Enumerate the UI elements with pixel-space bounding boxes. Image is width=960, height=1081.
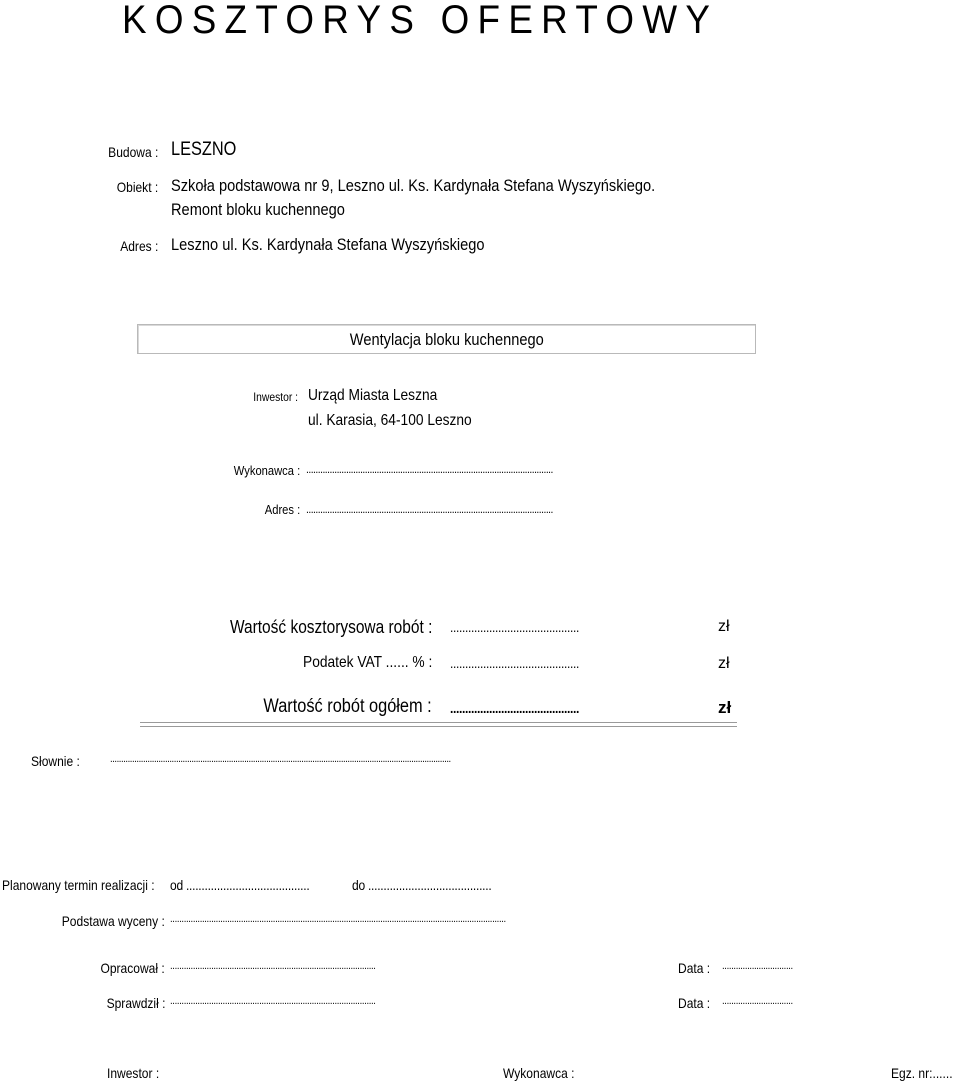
wykonawca-value: .........................................................................................................	[306, 462, 553, 476]
vat-value: ...........................................	[450, 655, 580, 671]
slownie-value: ...........................................................................................................................................................	[110, 753, 451, 765]
wykonawca-adres-label: Adres :	[264, 502, 300, 517]
ogolem-value: ...........................................	[450, 700, 580, 716]
slownie-label: Słownie :	[31, 753, 80, 769]
document-title: KOSZTORYS OFERTOWY	[122, 0, 719, 42]
total-underline-2	[140, 726, 737, 727]
sprawdzil-data-label: Data :	[678, 995, 711, 1011]
sprawdzil-label: Sprawdził :	[106, 995, 165, 1011]
ogolem-label: Wartość robót ogółem :	[263, 696, 432, 717]
vat-label: Podatek VAT ...... % :	[302, 654, 432, 671]
obiekt-label: Obiekt :	[116, 179, 158, 195]
budowa-value: LESZNO	[171, 139, 237, 160]
opracowal-label: Opracował :	[100, 960, 165, 976]
total-underline-1	[140, 722, 737, 723]
adres-value: Leszno ul. Ks. Kardynała Stefana Wyszyńskiego	[171, 235, 485, 254]
termin-od: od ........................................	[170, 877, 310, 893]
inwestor-line1: Urząd Miasta Leszna	[308, 387, 438, 404]
sprawdzil-data-value: ...............................	[722, 995, 793, 1007]
opracowal-data-label: Data :	[678, 960, 711, 976]
termin-do: do ........................................	[352, 877, 492, 893]
obiekt-line1: Szkoła podstawowa nr 9, Leszno ul. Ks. Kardynała Stefana Wyszyńskiego.	[171, 176, 656, 195]
opracowal-value: ..........................................................................................	[170, 960, 376, 972]
koszt-label: Wartość kosztorysowa robót :	[229, 617, 432, 637]
inwestor-label: Inwestor :	[253, 390, 298, 404]
footer-egz-nr: Egz. nr:......	[891, 1065, 953, 1081]
section-title: Wentylacja bloku kuchennego	[349, 330, 544, 349]
obiekt-line2: Remont bloku kuchennego	[171, 200, 345, 219]
opracowal-data-value: ...............................	[722, 960, 793, 972]
ogolem-unit: zł	[718, 698, 732, 717]
wykonawca-adres-value: .........................................................................................................	[306, 502, 553, 516]
vat-unit: zł	[718, 655, 730, 672]
budowa-label: Budowa :	[107, 144, 158, 160]
sprawdzil-value: ..........................................................................................	[170, 995, 376, 1007]
koszt-unit: zł	[718, 618, 730, 635]
adres-label: Adres :	[119, 238, 158, 254]
footer-inwestor: Inwestor :	[107, 1065, 160, 1081]
podstawa-label: Podstawa wyceny :	[61, 913, 165, 929]
inwestor-line2: ul. Karasia, 64-100 Leszno	[308, 412, 472, 429]
section-title-box	[137, 324, 756, 354]
koszt-value: ...........................................	[450, 619, 580, 635]
wykonawca-label: Wykonawca :	[233, 463, 300, 478]
termin-label: Planowany termin realizacji :	[2, 877, 155, 893]
footer-wykonawca: Wykonawca :	[503, 1065, 575, 1081]
podstawa-value: ...................................................................................................................................................	[170, 913, 506, 925]
